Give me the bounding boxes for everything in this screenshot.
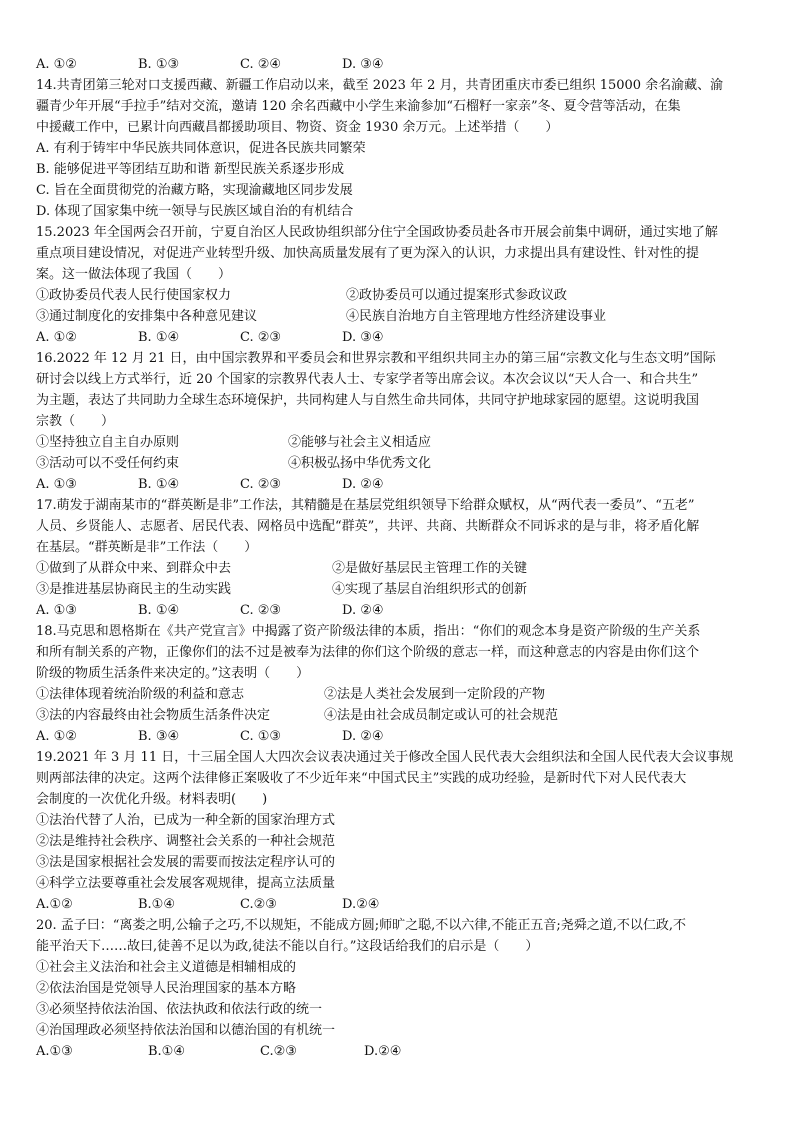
q19-item-4: ④科学立法要尊重社会发展客观规律，提高立法质量 xyxy=(36,876,336,891)
q17-answer-c[interactable]: C. ②③ xyxy=(240,603,282,618)
q19-answer-b[interactable]: B.①④ xyxy=(138,897,175,912)
question-16 xyxy=(36,348,762,495)
q20-answer-a[interactable]: A.①③ xyxy=(36,1044,73,1059)
q19-answer-a[interactable]: A.①② xyxy=(36,897,73,912)
q19-answer-c[interactable]: C.②③ xyxy=(240,897,277,912)
q16-answer-a[interactable]: A. ①③ xyxy=(36,477,77,492)
q16-items-row xyxy=(36,432,762,453)
q15-item-1: ①政协委员代表人民行使国家权力 xyxy=(36,288,232,303)
q18-items-row xyxy=(36,705,762,726)
q13-answer-a[interactable]: A. ①② xyxy=(36,57,77,72)
question-14 xyxy=(36,75,762,222)
q15-items-row xyxy=(36,285,762,306)
q17-stem-line: 在基层。“群英断是非”工作法（ ） xyxy=(36,540,258,555)
q18-answer-d[interactable]: D. ②④ xyxy=(342,729,384,744)
q17-answers xyxy=(36,600,762,621)
q16-item-3: ③活动可以不受任何约束 xyxy=(36,456,180,471)
q17-item-3: ③是推进基层协商民主的生动实践 xyxy=(36,582,232,597)
q18-items-row xyxy=(36,684,762,705)
q17-stem-line: 人员、乡贤能人、志愿者、居民代表、网格员中选配“群英”，共评、共商、共断群众不同诉求的是与非，将矛盾化解 xyxy=(36,519,700,534)
q17-items-row xyxy=(36,579,762,600)
q19-item-1: ①法治代替了人治，已成为一种全新的国家治理方式 xyxy=(36,813,336,828)
q18-answers xyxy=(36,726,762,747)
q15-stem-line: 重点项目建设情况，对促进产业转型升级、加快高质量发展有了更为深入的认识，力求提出具有建设性、针对性的提 xyxy=(36,246,700,261)
q15-answers xyxy=(36,327,762,348)
q16-answer-c[interactable]: C. ②③ xyxy=(240,477,282,492)
q19-stem-line: 会制度的一次优化升级。材料表明( ) xyxy=(36,792,268,807)
question-17 xyxy=(36,495,762,621)
q18-answer-b[interactable]: B. ③④ xyxy=(138,729,180,744)
q18-item-2: ②法是人类社会发展到一定阶段的产物 xyxy=(324,687,546,702)
exam-page xyxy=(36,54,762,1062)
q15-item-4: ④民族自治地方自主管理地方性经济建设事业 xyxy=(346,309,607,324)
q18-item-4: ④法是由社会成员制定或认可的社会规范 xyxy=(324,708,559,723)
q17-answer-b[interactable]: B. ①④ xyxy=(138,603,180,618)
q17-answer-a[interactable]: A. ①③ xyxy=(36,603,77,618)
q17-answer-d[interactable]: D. ②④ xyxy=(342,603,384,618)
q19-item-2: ②法是维持社会秩序、调整社会关系的一种社会规范 xyxy=(36,834,336,849)
q14-stem-line: 疆青少年开展“手拉手”结对交流，邀请 120 余名西藏中小学生来渝参加“石榴籽一家亲”冬、夏令营等活动，在集 xyxy=(36,99,681,114)
q19-stem-line: 19.2021 年 3 月 11 日，十三届全国人大四次会议表决通过关于修改全国人民代表大会组织法和全国人民代表大会议事规 xyxy=(36,750,734,765)
q20-item-4: ④治国理政必须坚持依法治国和以德治国的有机统一 xyxy=(36,1023,336,1038)
q18-answer-a[interactable]: A. ①② xyxy=(36,729,77,744)
q18-stem-line: 和所有制关系的产物，正像你们的法不过是被奉为法律的你们这个阶级的意志一样，而这种意志的内容是由你们这个 xyxy=(36,645,700,660)
question-19 xyxy=(36,747,762,915)
q19-answer-d[interactable]: D.②④ xyxy=(342,897,380,912)
q15-item-2: ②政协委员可以通过提案形式参政议政 xyxy=(346,288,568,303)
q17-items-row xyxy=(36,558,762,579)
question-20 xyxy=(36,915,762,1062)
q15-answer-c[interactable]: C. ②③ xyxy=(240,330,282,345)
q15-answer-d[interactable]: D. ③④ xyxy=(342,330,384,345)
q16-answers xyxy=(36,474,762,495)
q20-stem-line: 能平治天下……故曰,徒善不足以为政,徒法不能以自行。”这段话给我们的启示是（ ） xyxy=(36,939,539,954)
q18-item-1: ①法律体现着统治阶级的利益和意志 xyxy=(36,687,245,702)
q20-answers xyxy=(36,1041,762,1062)
q16-answer-b[interactable]: B. ①④ xyxy=(138,477,180,492)
q16-stem-line: 研讨会以线上方式举行，近 20 个国家的宗教界代表人士、专家学者等出席会议。本次会议以“天人合一、和合共生” xyxy=(36,372,699,387)
q18-item-3: ③法的内容最终由社会物质生活条件决定 xyxy=(36,708,271,723)
q17-item-2: ②是做好基层民主管理工作的关键 xyxy=(332,561,528,576)
q13-answer-b[interactable]: B. ①③ xyxy=(138,57,180,72)
q18-stem-line: 18.马克思和恩格斯在《共产党宣言》中揭露了资产阶级法律的本质，指出：“你们的观念本身是资产阶级的生产关系 xyxy=(36,624,701,639)
q16-stem-line: 16.2022 年 12 月 21 日，由中国宗教界和平委员会和世界宗教和平组织共同主办的第三届“宗教文化与生态文明”国际 xyxy=(36,351,716,366)
q13-answer-d[interactable]: D. ③④ xyxy=(342,57,384,72)
q14-option-a[interactable]: A. 有利于铸牢中华民族共同体意识，促进各民族共同繁荣 xyxy=(36,141,366,156)
q16-item-2: ②能够与社会主义相适应 xyxy=(288,435,432,450)
q15-answer-a[interactable]: A. ①② xyxy=(36,330,77,345)
q16-stem-line: 宗教（ ） xyxy=(36,414,115,429)
q20-answer-b[interactable]: B.①④ xyxy=(148,1044,185,1059)
q19-stem-line: 则两部法律的决定。这两个法律修正案吸收了不少近年来“中国式民主”实践的成功经验，是新时代下对人民代表大 xyxy=(36,771,687,786)
q20-item-1: ①社会主义法治和社会主义道德是相辅相成的 xyxy=(36,960,297,975)
q15-item-3: ③通过制度化的安排集中各种意见建议 xyxy=(36,309,258,324)
q16-item-4: ④积极弘扬中华优秀文化 xyxy=(288,456,432,471)
q20-answer-d[interactable]: D.②④ xyxy=(364,1044,402,1059)
q15-stem-line: 案。这一做法体现了我国（ ） xyxy=(36,267,232,282)
q14-option-c[interactable]: C. 旨在全面贯彻党的治藏方略，实现渝藏地区同步发展 xyxy=(36,183,353,198)
q15-answer-b[interactable]: B. ①④ xyxy=(138,330,180,345)
q20-answer-c[interactable]: C.②③ xyxy=(260,1044,297,1059)
q13-answer-c[interactable]: C. ②④ xyxy=(240,57,282,72)
q17-item-4: ④实现了基层自治组织形式的创新 xyxy=(332,582,528,597)
q15-items-row xyxy=(36,306,762,327)
q16-item-1: ①坚持独立自主自办原则 xyxy=(36,435,180,450)
q20-item-3: ③必须坚持依法治国、依法执政和依法行政的统一 xyxy=(36,1002,323,1017)
q16-stem-line: 为主题，表达了共同助力全球生态环境保护，共同构建人与自然生命共同体，共同守护地球家园的愿望。这说明我国 xyxy=(36,393,700,408)
q14-option-d[interactable]: D. 体现了国家集中统一领导与民族区域自治的有机结合 xyxy=(36,204,354,219)
q19-item-3: ③法是国家根据社会发展的需要而按法定程序认可的 xyxy=(36,855,336,870)
question-18 xyxy=(36,621,762,747)
q18-stem-line: 阶级的物质生活条件来决定的。”这表明（ ） xyxy=(36,666,310,681)
q19-answers xyxy=(36,894,762,915)
q15-stem-line: 15.2023 年全国两会召开前，宁夏自治区人民政协组织部分住宁全国政协委员赴各市开展会前集中调研，通过实地了解 xyxy=(36,225,718,240)
q17-item-1: ①做到了从群众中来、到群众中去 xyxy=(36,561,232,576)
q13-answers xyxy=(36,54,762,75)
q16-answer-d[interactable]: D. ②④ xyxy=(342,477,384,492)
q17-stem-line: 17.萌发于湖南某市的“群英断是非”工作法，其精髓是在基层党组织领导下给群众赋权，从“两代表一委员”、“五老” xyxy=(36,498,695,513)
q16-items-row xyxy=(36,453,762,474)
q14-stem-line: 14.共青团第三轮对口支援西藏、新疆工作启动以来，截至 2023 年 2 月，共青团重庆市委已组织 15000 余名渝藏、渝 xyxy=(36,78,724,93)
question-15 xyxy=(36,222,762,348)
q18-answer-c[interactable]: C. ①③ xyxy=(240,729,282,744)
q20-item-2: ②依法治国是党领导人民治理国家的基本方略 xyxy=(36,981,297,996)
q14-stem-line: 中援藏工作中，已累计向西藏昌都援助项目、物资、资金 1930 余万元。上述举措（ ） xyxy=(36,120,559,135)
q14-option-b[interactable]: B. 能够促进平等团结互助和谐 新型民族关系逐步形成 xyxy=(36,162,344,177)
q20-stem-line: 20. 孟子曰：“离娄之明,公输子之巧,不以规矩，不能成方圆;师旷之聪,不以六律,不能正五音;尧舜之道,不以仁政,不 xyxy=(36,918,687,933)
